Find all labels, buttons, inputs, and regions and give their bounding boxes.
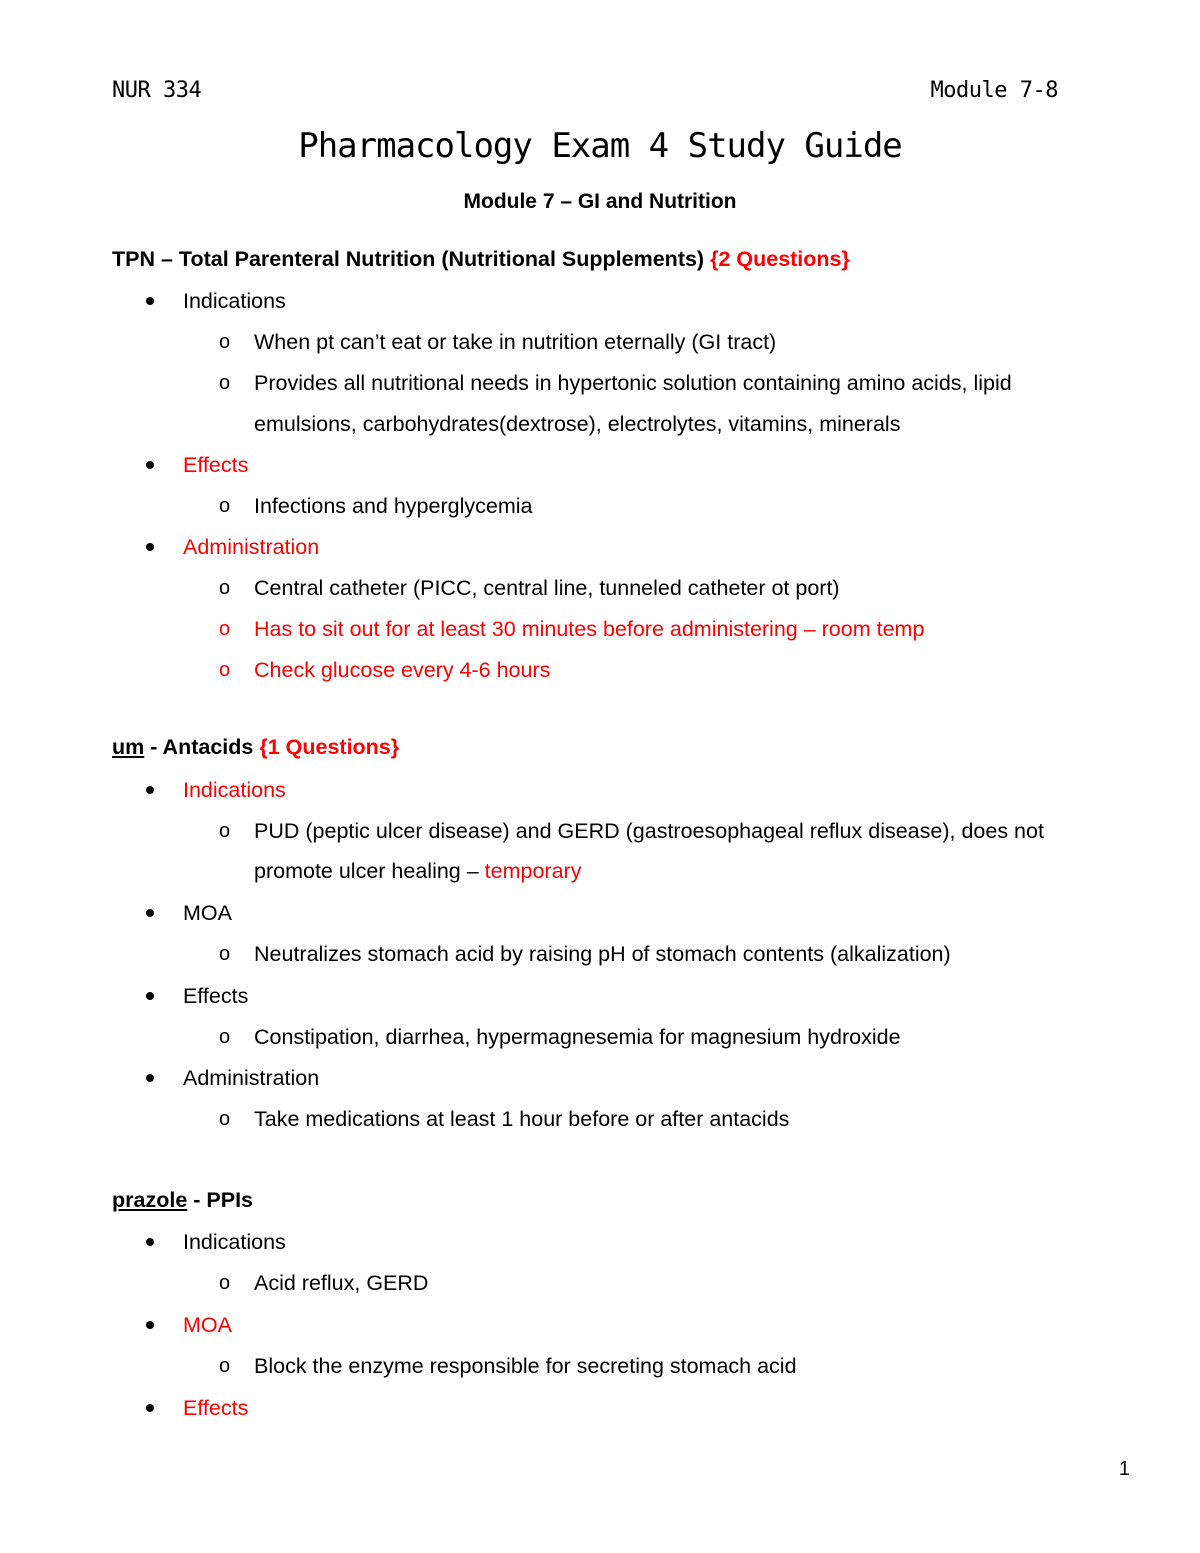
circle-bullet-icon: o [219,331,231,353]
antacids-indication-item: PUD (peptic ulcer disease) and GERD (gastroesophageal reflux disease), does not [254,819,1044,843]
circle-bullet-icon: o [219,1026,231,1048]
course-code: NUR 334 [112,78,202,103]
circle-bullet-icon: o [219,1272,231,1294]
tpn-indications-label: Indications [183,289,286,313]
ppis-heading [112,1187,253,1213]
ppis-moa-label: MOA [183,1313,232,1337]
bullet-icon [146,1074,154,1082]
tpn-heading-text: TPN – Total Parenteral Nutrition (Nutritional Supplements) [112,247,711,271]
ppis-heading-text: - PPIs [187,1188,253,1212]
bullet-icon [146,297,154,305]
tpn-admin-item: Has to sit out for at least 30 minutes before administering – room temp [254,617,925,641]
page-number: 1 [1118,1458,1130,1480]
antacids-admin-item: Take medications at least 1 hour before or after antacids [254,1107,790,1131]
tpn-indication-item: Provides all nutritional needs in hypertonic solution containing amino acids, lipid [254,371,1012,395]
circle-bullet-icon: o [219,1355,231,1377]
ppis-moa-item: Block the enzyme responsible for secreting stomach acid [254,1354,797,1378]
circle-bullet-icon: o [219,943,231,965]
bullet-icon [146,1404,154,1412]
antacids-indications-label: Indications [183,778,286,802]
bullet-icon [146,543,154,551]
antacids-indication-item-cont [254,858,581,884]
bullet-icon [146,909,154,917]
ppis-indication-item: Acid reflux, GERD [254,1271,429,1295]
circle-bullet-icon: o [219,618,231,640]
tpn-indication-item-cont: emulsions, carbohydrates(dextrose), electrolytes, vitamins, minerals [254,412,901,436]
antacids-effect-item: Constipation, diarrhea, hypermagnesemia for magnesium hydroxide [254,1025,901,1049]
antacids-administration-label: Administration [183,1066,320,1090]
ppis-effects-label: Effects [183,1396,249,1420]
circle-bullet-icon: o [219,659,231,681]
antacids-heading-text: - Antacids [144,735,260,759]
antacids-moa-label: MOA [183,901,232,925]
tpn-indication-item: When pt can’t eat or take in nutrition eternally (GI tract) [254,330,777,354]
bullet-icon [146,461,154,469]
bullet-icon [146,1321,154,1329]
antacids-indication-text: promote ulcer healing – [254,859,485,883]
tpn-heading [112,246,850,272]
antacids-question-count: {1 Questions} [259,735,400,759]
antacids-suffix: um [112,735,145,759]
antacids-indication-emphasis: temporary [484,859,582,883]
tpn-administration-label: Administration [183,535,320,559]
module-subtitle: Module 7 – GI and Nutrition [463,190,737,213]
antacids-moa-item: Neutralizes stomach acid by raising pH of stomach contents (alkalization) [254,942,951,966]
module-range: Module 7-8 [930,78,1058,103]
circle-bullet-icon: o [219,1108,231,1130]
circle-bullet-icon: o [219,577,231,599]
page-title: Pharmacology Exam 4 Study Guide [298,126,902,166]
tpn-effect-item: Infections and hyperglycemia [254,494,533,518]
circle-bullet-icon: o [219,820,231,842]
circle-bullet-icon: o [219,372,231,394]
antacids-heading [112,734,399,760]
tpn-admin-item: Check glucose every 4-6 hours [254,658,551,682]
ppis-indications-label: Indications [183,1230,286,1254]
tpn-question-count: {2 Questions} [710,247,850,271]
bullet-icon [146,786,154,794]
ppis-suffix: prazole [112,1188,188,1212]
bullet-icon [146,992,154,1000]
bullet-icon [146,1238,154,1246]
antacids-effects-label: Effects [183,984,249,1008]
tpn-admin-item: Central catheter (PICC, central line, tunneled catheter ot port) [254,576,840,600]
tpn-effects-label: Effects [183,453,249,477]
circle-bullet-icon: o [219,495,231,517]
